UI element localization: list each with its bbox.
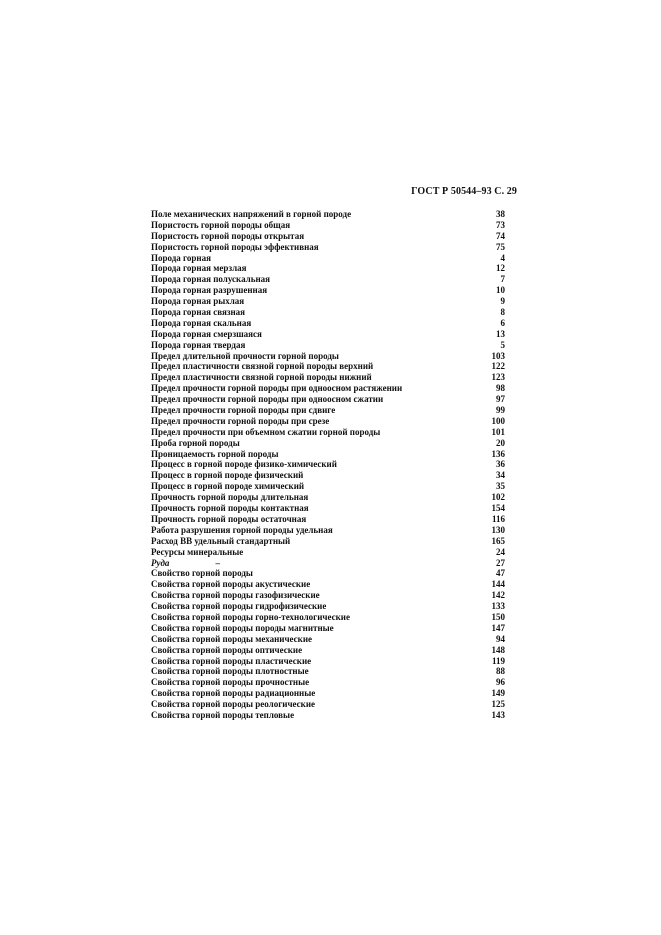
index-term — [151, 394, 383, 405]
index-page-number: 73 — [496, 219, 505, 230]
index-entry — [151, 612, 505, 623]
index-term-text: Свойства горной породы акустические — [151, 579, 311, 590]
index-page-number: 38 — [496, 209, 505, 219]
index-term — [151, 710, 294, 721]
index-entry — [151, 470, 505, 481]
index-page-number: 116 — [491, 513, 505, 524]
index-dash: – — [215, 557, 220, 568]
index-page-number: 148 — [491, 644, 505, 655]
index-term-text: Процесс в горной породе физико-химический — [151, 459, 337, 470]
index-entry — [151, 634, 505, 645]
index-entry — [151, 492, 505, 503]
index-term-text: Порода горная полускальная — [151, 274, 271, 285]
index-entry — [151, 481, 505, 492]
index-entry — [151, 296, 505, 307]
index-entry — [151, 361, 505, 372]
index-term-text: Свойства горной породы механические — [151, 633, 312, 644]
index-term — [151, 307, 245, 318]
index-page-number: 99 — [496, 405, 505, 416]
index-entry — [151, 427, 505, 438]
index-term — [151, 340, 245, 351]
index-term-text: Свойства горной породы радиационные — [151, 688, 316, 699]
index-term — [151, 536, 290, 547]
index-term — [151, 634, 312, 645]
index-entry — [151, 394, 505, 405]
index-term-text: Порода горная — [151, 252, 211, 263]
index-term — [151, 470, 303, 481]
index-term — [151, 209, 351, 220]
index-term — [151, 677, 309, 688]
index-page-number: 5 — [500, 339, 505, 350]
index-term-text: Процесс в горной породе физический — [151, 470, 304, 481]
index-term — [151, 579, 310, 590]
index-term — [151, 361, 373, 372]
index-page-number: 97 — [496, 394, 505, 405]
index-term-text: Предел прочности горной породы при срезе — [151, 415, 330, 426]
index-term-text: Свойства горной породы породы магнитные — [151, 622, 334, 633]
index-page-number: 20 — [496, 437, 505, 448]
index-page-number: 8 — [500, 307, 505, 318]
index-entry — [151, 372, 505, 383]
index-term — [151, 449, 279, 460]
index-term — [151, 656, 311, 667]
index-term-text: Свойства горной породы оптические — [151, 644, 303, 655]
index-page-number: 147 — [491, 622, 505, 633]
index-entry — [151, 220, 505, 231]
index-term — [151, 601, 326, 612]
index-page-number: 136 — [491, 448, 505, 459]
index-page-number: 122 — [491, 361, 505, 372]
index-term-text: Свойства горной породы газофизические — [151, 590, 320, 601]
index-term — [151, 405, 335, 416]
index-page-number: 35 — [496, 481, 505, 492]
index-term-text: Свойства горной породы пластические — [151, 655, 312, 666]
index-page-number: 47 — [496, 568, 505, 579]
index-page-number: 101 — [491, 426, 505, 437]
index-page-number: 142 — [491, 590, 505, 601]
index-page-number: 12 — [496, 263, 505, 274]
index-entry — [151, 459, 505, 470]
index-entry — [151, 645, 505, 656]
index-term-text: Порода горная связная — [151, 307, 245, 318]
index-entry — [151, 209, 505, 220]
index-term — [151, 547, 243, 558]
index-term — [151, 438, 240, 449]
index-term-text: Работа разрушения горной породы удельная — [151, 524, 333, 535]
index-term-text: Порода горная твердая — [151, 339, 246, 350]
index-page-number: 100 — [491, 415, 505, 426]
index-page-number: 94 — [496, 633, 505, 644]
index-term — [151, 481, 304, 492]
index-entry — [151, 503, 505, 514]
index-page-number: 149 — [491, 688, 505, 699]
index-page-number: 143 — [491, 709, 505, 720]
index-page-number: 98 — [496, 383, 505, 394]
index-entry — [151, 568, 505, 579]
index-page-number: 13 — [496, 328, 505, 339]
index-page-number: 10 — [496, 285, 505, 296]
index-term — [151, 427, 380, 438]
index-term-text: Предел пластичности связной горной породы нижний — [151, 372, 372, 383]
index-term — [151, 383, 402, 394]
index-page-number: 96 — [496, 677, 505, 688]
index-term-text: Порода горная рыхлая — [151, 296, 245, 307]
index-entry — [151, 677, 505, 688]
index-term — [151, 699, 315, 710]
index-entry — [151, 351, 505, 362]
index-entry — [151, 601, 505, 612]
index-entry — [151, 710, 505, 721]
index-term — [151, 263, 247, 274]
index-term — [151, 503, 309, 514]
index-entry — [151, 307, 505, 318]
alphabetical-index — [151, 209, 505, 721]
index-entry — [151, 449, 505, 460]
index-entry — [151, 590, 505, 601]
index-page-number: 123 — [491, 372, 505, 383]
index-term — [151, 329, 262, 340]
index-term-text: Расход ВВ удельный стандартный — [151, 535, 291, 546]
index-entry — [151, 416, 505, 427]
index-term — [151, 296, 244, 307]
index-page-number: 75 — [496, 241, 505, 252]
index-term — [151, 253, 211, 264]
index-term — [151, 416, 329, 427]
index-entry — [151, 405, 505, 416]
index-term-text: Поле механических напряжений в горной породе — [151, 209, 352, 219]
index-entry — [151, 656, 505, 667]
index-term-text: Порода горная смерзшаяся — [151, 328, 262, 339]
index-term — [151, 492, 308, 503]
index-term — [151, 231, 304, 242]
index-term-text: Свойства горной породы тепловые — [151, 709, 295, 720]
index-term-text: Проницаемость горной породы — [151, 448, 279, 459]
index-term-text: Прочность горной породы длительная — [151, 492, 309, 503]
index-entry — [151, 329, 505, 340]
index-page-number: 27 — [496, 557, 505, 568]
index-term-text: Ресурсы минеральные — [151, 546, 244, 557]
index-page-number: 6 — [500, 317, 505, 328]
index-term-text: Предел пластичности связной горной породы верхний — [151, 361, 374, 372]
index-page-number: 165 — [491, 535, 505, 546]
index-page-number: 130 — [491, 524, 505, 535]
index-entry — [151, 274, 505, 285]
index-page-number: 133 — [491, 601, 505, 612]
index-entry — [151, 253, 505, 264]
index-term-text: Свойства горной породы гидрофизические — [151, 601, 327, 612]
index-term — [151, 688, 315, 699]
index-term — [151, 318, 251, 329]
index-entry — [151, 263, 505, 274]
index-term — [151, 274, 270, 285]
index-term-text: Пористость горной породы общая — [151, 219, 291, 230]
index-term-text: Предел прочности горной породы при сдвиге — [151, 405, 336, 416]
index-entry — [151, 318, 505, 329]
index-term-text: Предел длительной прочности горной породы — [151, 350, 339, 361]
index-term-text: Пористость горной породы открытая — [151, 230, 305, 241]
index-term — [151, 525, 333, 536]
index-page-number: 119 — [491, 655, 505, 666]
index-entry — [151, 438, 505, 449]
index-term-text: Свойства горной породы горно-технологические — [151, 611, 350, 622]
index-term — [151, 220, 290, 231]
index-term — [151, 623, 334, 634]
index-term — [151, 242, 319, 253]
index-page-number: 36 — [496, 459, 505, 470]
index-term-text: Порода горная разрушенная — [151, 285, 268, 296]
index-term-text: Свойства горной породы плотностные — [151, 666, 309, 677]
index-entry — [151, 558, 505, 569]
index-entry — [151, 579, 505, 590]
index-term — [151, 514, 306, 525]
index-term — [151, 558, 220, 569]
index-entry — [151, 242, 505, 253]
index-entry — [151, 699, 505, 710]
index-page-number: 144 — [491, 579, 505, 590]
index-term-text: Порода горная мерзлая — [151, 263, 247, 274]
index-page-number: 150 — [491, 611, 505, 622]
index-term — [151, 285, 267, 296]
index-term-text: Руда — [151, 557, 170, 568]
index-page-number: 102 — [491, 492, 505, 503]
index-entry — [151, 547, 505, 558]
index-term-text: Пористость горной породы эффективная — [151, 241, 319, 252]
index-term-text: Процесс в горной породе химический — [151, 481, 305, 492]
index-entry — [151, 688, 505, 699]
index-term-text: Свойства горной породы реологические — [151, 699, 316, 710]
index-term-text: Предел прочности горной породы при одноосном сжатии — [151, 394, 384, 405]
index-entry — [151, 536, 505, 547]
index-entry — [151, 623, 505, 634]
index-term-text: Прочность горной породы контактная — [151, 503, 309, 514]
page-header: ГОСТ Р 50544–93 С. 29 — [411, 186, 517, 197]
index-page-number: 24 — [496, 546, 505, 557]
index-term — [151, 645, 302, 656]
index-entry — [151, 666, 505, 677]
index-term — [151, 568, 253, 579]
index-entry — [151, 231, 505, 242]
index-page-number: 125 — [491, 699, 505, 710]
index-page-number: 7 — [500, 274, 505, 285]
index-entry — [151, 340, 505, 351]
index-term-text: Порода горная скальная — [151, 317, 252, 328]
index-term-text: Проба горной породы — [151, 437, 240, 448]
index-page-number: 34 — [496, 470, 505, 481]
index-term-text: Свойство горной породы — [151, 568, 253, 579]
index-entry — [151, 383, 505, 394]
index-term-text: Предел прочности горной породы при одноосном растяжении — [151, 383, 403, 394]
index-page-number: 9 — [500, 296, 505, 307]
index-entry — [151, 525, 505, 536]
index-term-text: Свойства горной породы прочностные — [151, 677, 310, 688]
index-term — [151, 351, 339, 362]
index-term — [151, 612, 350, 623]
index-page-number: 74 — [496, 230, 505, 241]
index-entry — [151, 285, 505, 296]
index-term — [151, 666, 309, 677]
index-term — [151, 372, 372, 383]
index-term-text: Прочность горной породы остаточная — [151, 513, 307, 524]
index-term — [151, 590, 320, 601]
index-page-number: 154 — [491, 503, 505, 514]
index-term — [151, 459, 337, 470]
index-page-number: 88 — [496, 666, 505, 677]
index-page-number: 4 — [500, 252, 505, 263]
index-term-text: Предел прочности при объемном сжатии горной породы — [151, 426, 381, 437]
index-page-number: 103 — [491, 350, 505, 361]
index-entry — [151, 514, 505, 525]
